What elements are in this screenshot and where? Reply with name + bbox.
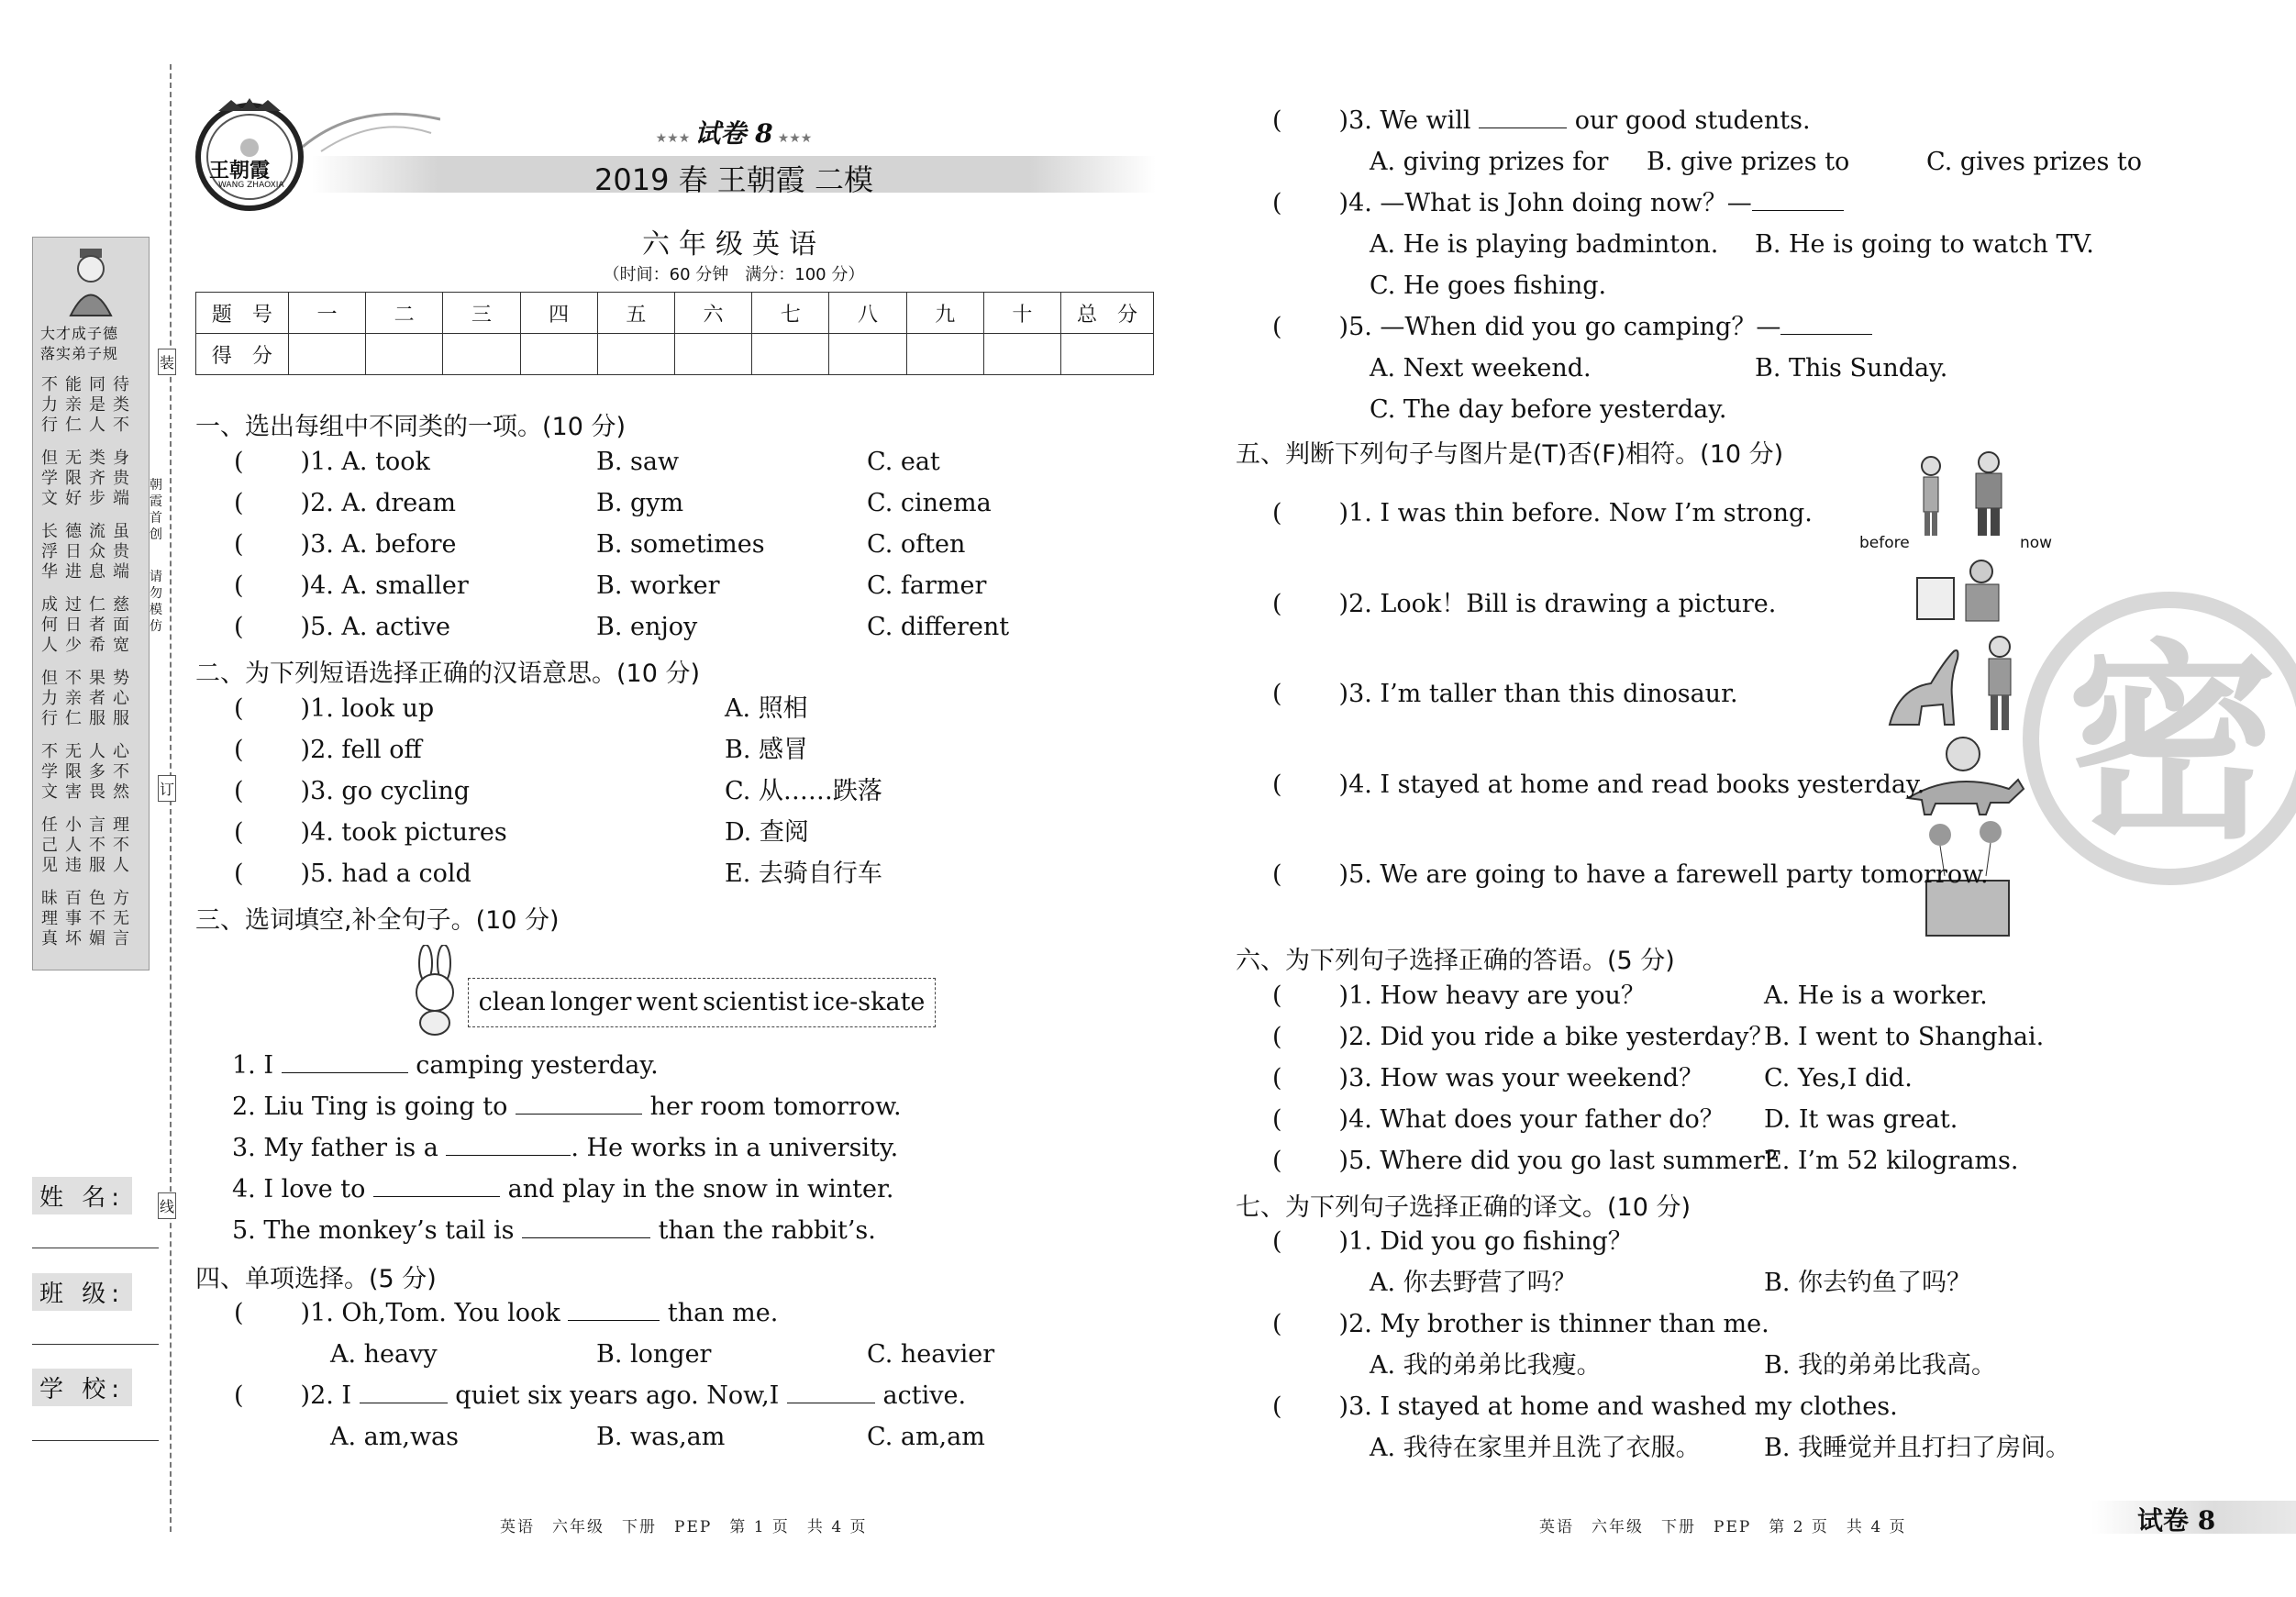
sentence-suffix: her room tomorrow. — [649, 1092, 902, 1121]
question-text: active. — [882, 1381, 967, 1410]
fill-blank[interactable] — [446, 1133, 571, 1156]
binding-seal-3: 线 — [158, 1192, 176, 1219]
s1-option-b: B. worker — [596, 571, 720, 600]
paren: ( — [1272, 189, 1282, 217]
s4-q4-option-a: A. He is playing badminton. — [1370, 230, 1719, 259]
score-header-cell: 五 — [597, 293, 674, 334]
secret-seal-watermark — [2023, 592, 2296, 885]
question-text: )3. A. before — [300, 530, 457, 559]
motto-column: 同是人 — [89, 375, 105, 435]
s4-q2-option-c: C. am,am — [867, 1423, 985, 1451]
s3-sentence — [232, 1174, 894, 1205]
sentence-prefix: 5. The monkey’s tail is — [232, 1216, 515, 1245]
score-header-cell: 二 — [366, 293, 443, 334]
s4-q5-option-b: B. This Sunday. — [1755, 354, 1948, 383]
score-cell[interactable] — [752, 334, 829, 375]
picture-strong-boy — [1908, 449, 2018, 541]
paren: ( — [234, 489, 244, 517]
s2-question — [234, 817, 507, 848]
footer-right: 英语 六年级 下册 PEP 第 2 页 共 4 页 — [1539, 1518, 1907, 1536]
s1-option-c: C. different — [867, 613, 1010, 641]
blank[interactable] — [787, 1381, 875, 1403]
s4-q1-option-c: C. heavier — [867, 1340, 995, 1369]
motto-column: 能亲仁 — [65, 375, 82, 435]
paper-label-row — [633, 114, 835, 150]
motto-column: 德日进 — [65, 522, 82, 582]
vertical-note-2: 请勿模仿 — [150, 570, 162, 634]
motto-column: 百事坏 — [65, 889, 82, 948]
s6-question — [1272, 981, 1646, 1012]
motto-column: 心不然 — [113, 742, 129, 802]
s6-answer: D. It was great. — [1764, 1105, 1958, 1134]
s7-q2 — [1272, 1309, 1769, 1340]
sidebar-slogan-a: 大才成子德 — [40, 325, 119, 342]
s1-option-b: B. saw — [596, 448, 680, 476]
statement-text: )1. I was thin before. Now I’m strong. — [1338, 499, 1813, 527]
sentence-prefix: 2. Liu Ting is going to — [232, 1092, 508, 1121]
motto-column: 不力行 — [41, 375, 58, 435]
motto-column: 人多畏 — [89, 742, 105, 802]
school-label: 学 校: — [32, 1369, 132, 1406]
header-ribbon-decoration — [303, 101, 440, 156]
motto-column: 昧理真 — [41, 889, 58, 948]
motto-column: 身贵端 — [113, 449, 129, 508]
s7-q2-option-a: A. 我的弟弟比我瘦。 — [1370, 1351, 1602, 1380]
s4-q5-option-c: C. The day before yesterday. — [1370, 395, 1727, 424]
s6-question — [1272, 1022, 1773, 1053]
question-text: )5. —When did you go camping？— — [1338, 313, 1781, 341]
motto-column: 流众息 — [89, 522, 105, 582]
section-1-title: 一、选出每组中不同类的一项。(10 分) — [195, 413, 627, 441]
paren: ( — [1272, 106, 1282, 135]
s7-q1 — [1272, 1226, 1633, 1258]
score-header-cell: 一 — [288, 293, 365, 334]
question-text: )1. How heavy are you？ — [1338, 981, 1646, 1010]
question-text: our good students. — [1574, 106, 1811, 135]
sentence-suffix: . He works in a university. — [571, 1134, 899, 1162]
s4-q4-option-c: C. He goes fishing. — [1370, 272, 1607, 300]
picture-drawing — [1913, 555, 2013, 633]
motto-column: 但力行 — [41, 669, 58, 728]
paren: ( — [234, 859, 244, 888]
paren: ( — [1272, 1105, 1282, 1134]
s2-question — [234, 693, 434, 725]
question-text: )3. How was your weekend？ — [1338, 1064, 1704, 1092]
s6-question — [1272, 1063, 1703, 1094]
s2-question — [234, 859, 471, 890]
s4-q4 — [1272, 188, 1844, 219]
motto-column: 势心服 — [113, 669, 129, 728]
sentence-suffix: and play in the snow in winter. — [507, 1175, 894, 1203]
score-header-cell: 九 — [906, 293, 983, 334]
question-text: )2. Did you ride a bike yesterday？ — [1338, 1023, 1774, 1051]
vertical-note-1: 朝霞首创 — [150, 478, 162, 542]
binding-seal-1: 装 — [158, 349, 176, 375]
s3-sentence — [232, 1050, 659, 1081]
class-field[interactable] — [32, 1344, 159, 1345]
motto-column: 待类不 — [113, 375, 129, 435]
s2-meaning: C. 从……跌落 — [725, 777, 882, 805]
statement-text: )4. I stayed at home and read books yesterday. — [1338, 770, 1925, 799]
score-header-cell: 四 — [520, 293, 597, 334]
motto-column: 色不媚 — [89, 889, 105, 948]
score-header-cell: 题 号 — [196, 293, 289, 334]
score-header-cell: 八 — [829, 293, 906, 334]
s1-option-c: C. eat — [867, 448, 940, 476]
s4-q3-option-b: B. give prizes to — [1647, 148, 1850, 176]
paren: ( — [1272, 680, 1282, 708]
paren: ( — [1272, 1147, 1282, 1175]
s7-q1-option-a: A. 你去野营了吗？ — [1370, 1269, 1577, 1297]
question-text: )3. We will — [1338, 106, 1471, 135]
question-text: )4. A. smaller — [300, 571, 469, 600]
s5-statement — [1272, 589, 1776, 620]
sentence-prefix: 4. I love to — [232, 1175, 366, 1203]
score-table — [195, 292, 1154, 375]
question-text: )2. A. dream — [300, 489, 456, 517]
word-bank-item: longer — [549, 988, 632, 1016]
motto-column: 过日少 — [65, 595, 82, 655]
score-cell[interactable] — [443, 334, 520, 375]
s2-meaning: E. 去骑自行车 — [725, 859, 882, 888]
fill-blank[interactable] — [373, 1174, 500, 1197]
motto-column: 成何人 — [41, 595, 58, 655]
score-header-cell: 六 — [674, 293, 751, 334]
paren: ( — [234, 1381, 244, 1410]
fill-blank[interactable] — [516, 1092, 642, 1115]
s6-answer: C. Yes,I did. — [1764, 1064, 1913, 1092]
s1-option-c: C. often — [867, 530, 966, 559]
paren: ( — [1272, 1023, 1282, 1051]
motto-column: 长浮华 — [41, 522, 58, 582]
s6-question — [1272, 1104, 1725, 1136]
question-text: )2. My brother is thinner than me. — [1338, 1310, 1769, 1338]
s1-question — [234, 571, 469, 602]
s4-q4-option-b: B. He is going to watch TV. — [1755, 230, 2094, 259]
s1-option-c: C. cinema — [867, 489, 992, 517]
paren: ( — [1272, 1310, 1282, 1338]
phrase-text: )2. fell off — [300, 736, 422, 764]
s1-option-b: B. sometimes — [596, 530, 765, 559]
word-bank-box — [468, 978, 936, 1027]
s2-question — [234, 735, 422, 766]
question-text: )3. I stayed at home and washed my clothes. — [1338, 1392, 1898, 1421]
s4-q1-option-a: A. heavy — [330, 1340, 438, 1369]
s6-answer: B. I went to Shanghai. — [1764, 1023, 2045, 1051]
phrase-text: )3. go cycling — [300, 777, 470, 805]
rabbit-mascot — [404, 945, 468, 1037]
s1-question — [234, 612, 450, 643]
paren: ( — [1272, 499, 1282, 527]
s7-q2-option-b: B. 我的弟弟比我高。 — [1764, 1351, 1997, 1380]
motto-column: 不亲仁 — [65, 669, 82, 728]
s3-sentence — [232, 1092, 902, 1123]
question-text: )1. Oh,Tom. You look — [300, 1299, 560, 1327]
s2-meaning: A. 照相 — [725, 694, 808, 723]
sentence-prefix: 1. I — [232, 1051, 274, 1080]
score-cell[interactable] — [597, 334, 674, 375]
s4-q5-option-a: A. Next weekend. — [1370, 354, 1592, 383]
paren: ( — [234, 613, 244, 641]
corner-paper-label — [2091, 1501, 2296, 1534]
paren: ( — [1272, 589, 1282, 618]
s6-question — [1272, 1146, 1790, 1177]
fill-blank[interactable] — [282, 1050, 408, 1073]
paren: ( — [234, 571, 244, 600]
fill-blank[interactable] — [522, 1215, 650, 1238]
section-5-title: 五、判断下列句子与图片是(T)否(F)相符。(10 分) — [1236, 440, 1784, 469]
motto-column: 不学文 — [41, 742, 58, 802]
question-text: )1. A. took — [300, 448, 430, 476]
score-cell[interactable] — [366, 334, 443, 375]
score-cell[interactable] — [983, 334, 1060, 375]
statement-text: )2. Look！Bill is drawing a picture. — [1338, 589, 1777, 618]
score-header-cell: 七 — [752, 293, 829, 334]
word-bank-item: went — [636, 988, 698, 1016]
paren: ( — [234, 530, 244, 559]
logo-subtext: WANG ZHAOXIA — [218, 181, 284, 190]
paren: ( — [1272, 1227, 1282, 1256]
s6-answer: E. I’m 52 kilograms. — [1764, 1147, 2019, 1175]
s5-statement — [1272, 770, 1924, 801]
paren: ( — [1272, 981, 1282, 1010]
motto-column: 慈面宽 — [113, 595, 129, 655]
word-bank-item: clean — [478, 988, 546, 1016]
motto-column: 无限好 — [65, 449, 82, 508]
s5-statement — [1272, 679, 1738, 710]
exam-title: 2019 春 王朝霞 二模 — [594, 162, 873, 197]
confucius-figure — [63, 247, 118, 318]
score-cell[interactable] — [674, 334, 751, 375]
s7-q1-option-b: B. 你去钓鱼了吗？ — [1764, 1269, 1972, 1297]
paren: ( — [234, 1299, 244, 1327]
star-icon: ★★★ — [655, 131, 691, 146]
question-text: )5. A. active — [300, 613, 451, 641]
score-header-cell: 十 — [983, 293, 1060, 334]
s4-q1 — [234, 1298, 778, 1329]
blank[interactable] — [1479, 105, 1567, 128]
s5-statement — [1272, 498, 1813, 529]
s1-question — [234, 447, 430, 478]
s1-option-b: B. enjoy — [596, 613, 698, 641]
score-cell[interactable] — [829, 334, 906, 375]
s7-q3-option-b: B. 我睡觉并且打扫了房间。 — [1764, 1434, 2071, 1462]
question-text: quiet six years ago. Now,I — [455, 1381, 780, 1410]
motto-sidebar — [32, 237, 150, 970]
paper-label: 试卷 8 — [694, 118, 773, 149]
motto-column: 任己见 — [41, 815, 58, 875]
motto-column: 虽贵端 — [113, 522, 129, 582]
s4-q2-option-b: B. was,am — [596, 1423, 726, 1451]
phrase-text: )1. look up — [300, 694, 435, 723]
section-4-title: 四、单项选择。(5 分) — [195, 1265, 437, 1293]
sentence-suffix: camping yesterday. — [416, 1051, 659, 1080]
s4-q3-option-c: C. gives prizes to — [1926, 148, 2143, 176]
binding-seal-2: 订 — [158, 775, 176, 802]
paren: ( — [234, 736, 244, 764]
score-cell[interactable]: 得 分 — [196, 334, 289, 375]
question-text: )2. I — [300, 1381, 352, 1410]
motto-column: 理不人 — [113, 815, 129, 875]
blank[interactable] — [1752, 188, 1844, 211]
question-text: )4. —What is John doing now？— — [1338, 189, 1752, 217]
s2-meaning: D. 查阅 — [725, 818, 809, 847]
s1-question — [234, 529, 456, 560]
s7-q3 — [1272, 1392, 1898, 1423]
time-info: （时间：60 分钟 满分：100 分） — [603, 265, 865, 284]
question-text: )4. What does your father do？ — [1338, 1105, 1725, 1134]
logo-text: 王朝霞 — [209, 160, 271, 183]
sidebar-slogan-b: 落实弟子规 — [40, 345, 119, 362]
s4-q3-option-a: A. giving prizes for — [1370, 148, 1609, 176]
phrase-text: )4. took pictures — [300, 818, 507, 847]
brand-logo — [191, 96, 308, 214]
s2-question — [234, 776, 470, 807]
s3-sentence — [232, 1133, 898, 1164]
s4-q3 — [1272, 105, 1811, 137]
s4-q1-option-b: B. longer — [596, 1340, 712, 1369]
paren: ( — [1272, 770, 1282, 799]
sentence-suffix: than the rabbit’s. — [658, 1216, 876, 1245]
s4-q5 — [1272, 312, 1872, 343]
s1-option-c: C. farmer — [867, 571, 987, 600]
phrase-text: )5. had a cold — [300, 859, 471, 888]
before-label: before — [1859, 534, 1910, 552]
blank[interactable] — [568, 1298, 660, 1321]
score-header-cell: 总 分 — [1061, 293, 1154, 334]
motto-column: 方无言 — [113, 889, 129, 948]
corner-label-text: 试卷 8 — [2137, 1505, 2216, 1536]
picture-dinosaur — [1880, 633, 2027, 734]
question-text: than me. — [667, 1299, 779, 1327]
paren: ( — [234, 694, 244, 723]
word-bank-item: scientist — [703, 988, 809, 1016]
s2-meaning: B. 感冒 — [725, 736, 809, 764]
motto-column: 果者服 — [89, 669, 105, 728]
s5-statement — [1272, 859, 1989, 891]
class-label: 班 级: — [32, 1273, 132, 1311]
school-field[interactable] — [32, 1440, 159, 1441]
paren: ( — [1272, 1392, 1282, 1421]
s4-q2 — [234, 1381, 966, 1412]
word-bank-item: ice-skate — [813, 988, 926, 1016]
section-3-title: 三、选词填空,补全句子。(10 分) — [195, 906, 560, 935]
s1-option-b: B. gym — [596, 489, 684, 517]
score-cell[interactable] — [520, 334, 597, 375]
section-2-title: 二、为下列短语选择正确的汉语意思。(10 分) — [195, 660, 701, 688]
score-header-cell: 三 — [443, 293, 520, 334]
blank[interactable] — [360, 1381, 448, 1403]
sentence-prefix: 3. My father is a — [232, 1134, 438, 1162]
footer-left: 英语 六年级 下册 PEP 第 1 页 共 4 页 — [500, 1518, 868, 1536]
name-label: 姓 名: — [32, 1177, 132, 1214]
paren: ( — [1272, 1064, 1282, 1092]
statement-text: )5. We are going to have a farewell party tomorrow. — [1338, 860, 1989, 889]
watermark-glyph: 密 — [2067, 623, 2279, 868]
section-6-title: 六、为下列句子选择正确的答语。(5 分) — [1236, 947, 1675, 975]
s7-q3-option-a: A. 我待在家里并且洗了衣服。 — [1370, 1434, 1701, 1462]
s3-sentence — [232, 1215, 876, 1247]
paren: ( — [234, 777, 244, 805]
score-cell[interactable] — [1061, 334, 1154, 375]
now-label: now — [2020, 534, 2053, 552]
paren: ( — [234, 818, 244, 847]
motto-column: 无限害 — [65, 742, 82, 802]
star-icon: ★★★ — [777, 131, 813, 146]
paren: ( — [234, 448, 244, 476]
motto-column: 小人违 — [65, 815, 82, 875]
motto-column: 但学文 — [41, 449, 58, 508]
paren: ( — [1272, 860, 1282, 889]
section-7-title: 七、为下列句子选择正确的译文。(10 分) — [1236, 1193, 1691, 1222]
paren: ( — [1272, 313, 1282, 341]
s1-question — [234, 488, 456, 519]
question-text: )1. Did you go fishing？ — [1338, 1227, 1633, 1256]
motto-column: 言不服 — [89, 815, 105, 875]
s4-q2-option-a: A. am,was — [330, 1423, 460, 1451]
question-text: )5. Where did you go last summer？ — [1338, 1147, 1790, 1175]
score-cell[interactable] — [906, 334, 983, 375]
motto-column: 类齐步 — [89, 449, 105, 508]
statement-text: )3. I’m taller than this dinosaur. — [1338, 680, 1738, 708]
motto-column: 仁者希 — [89, 595, 105, 655]
s6-answer: A. He is a worker. — [1764, 981, 1988, 1010]
score-cell[interactable] — [288, 334, 365, 375]
blank[interactable] — [1780, 312, 1872, 335]
subject-title: 六年级英语 — [642, 228, 826, 261]
